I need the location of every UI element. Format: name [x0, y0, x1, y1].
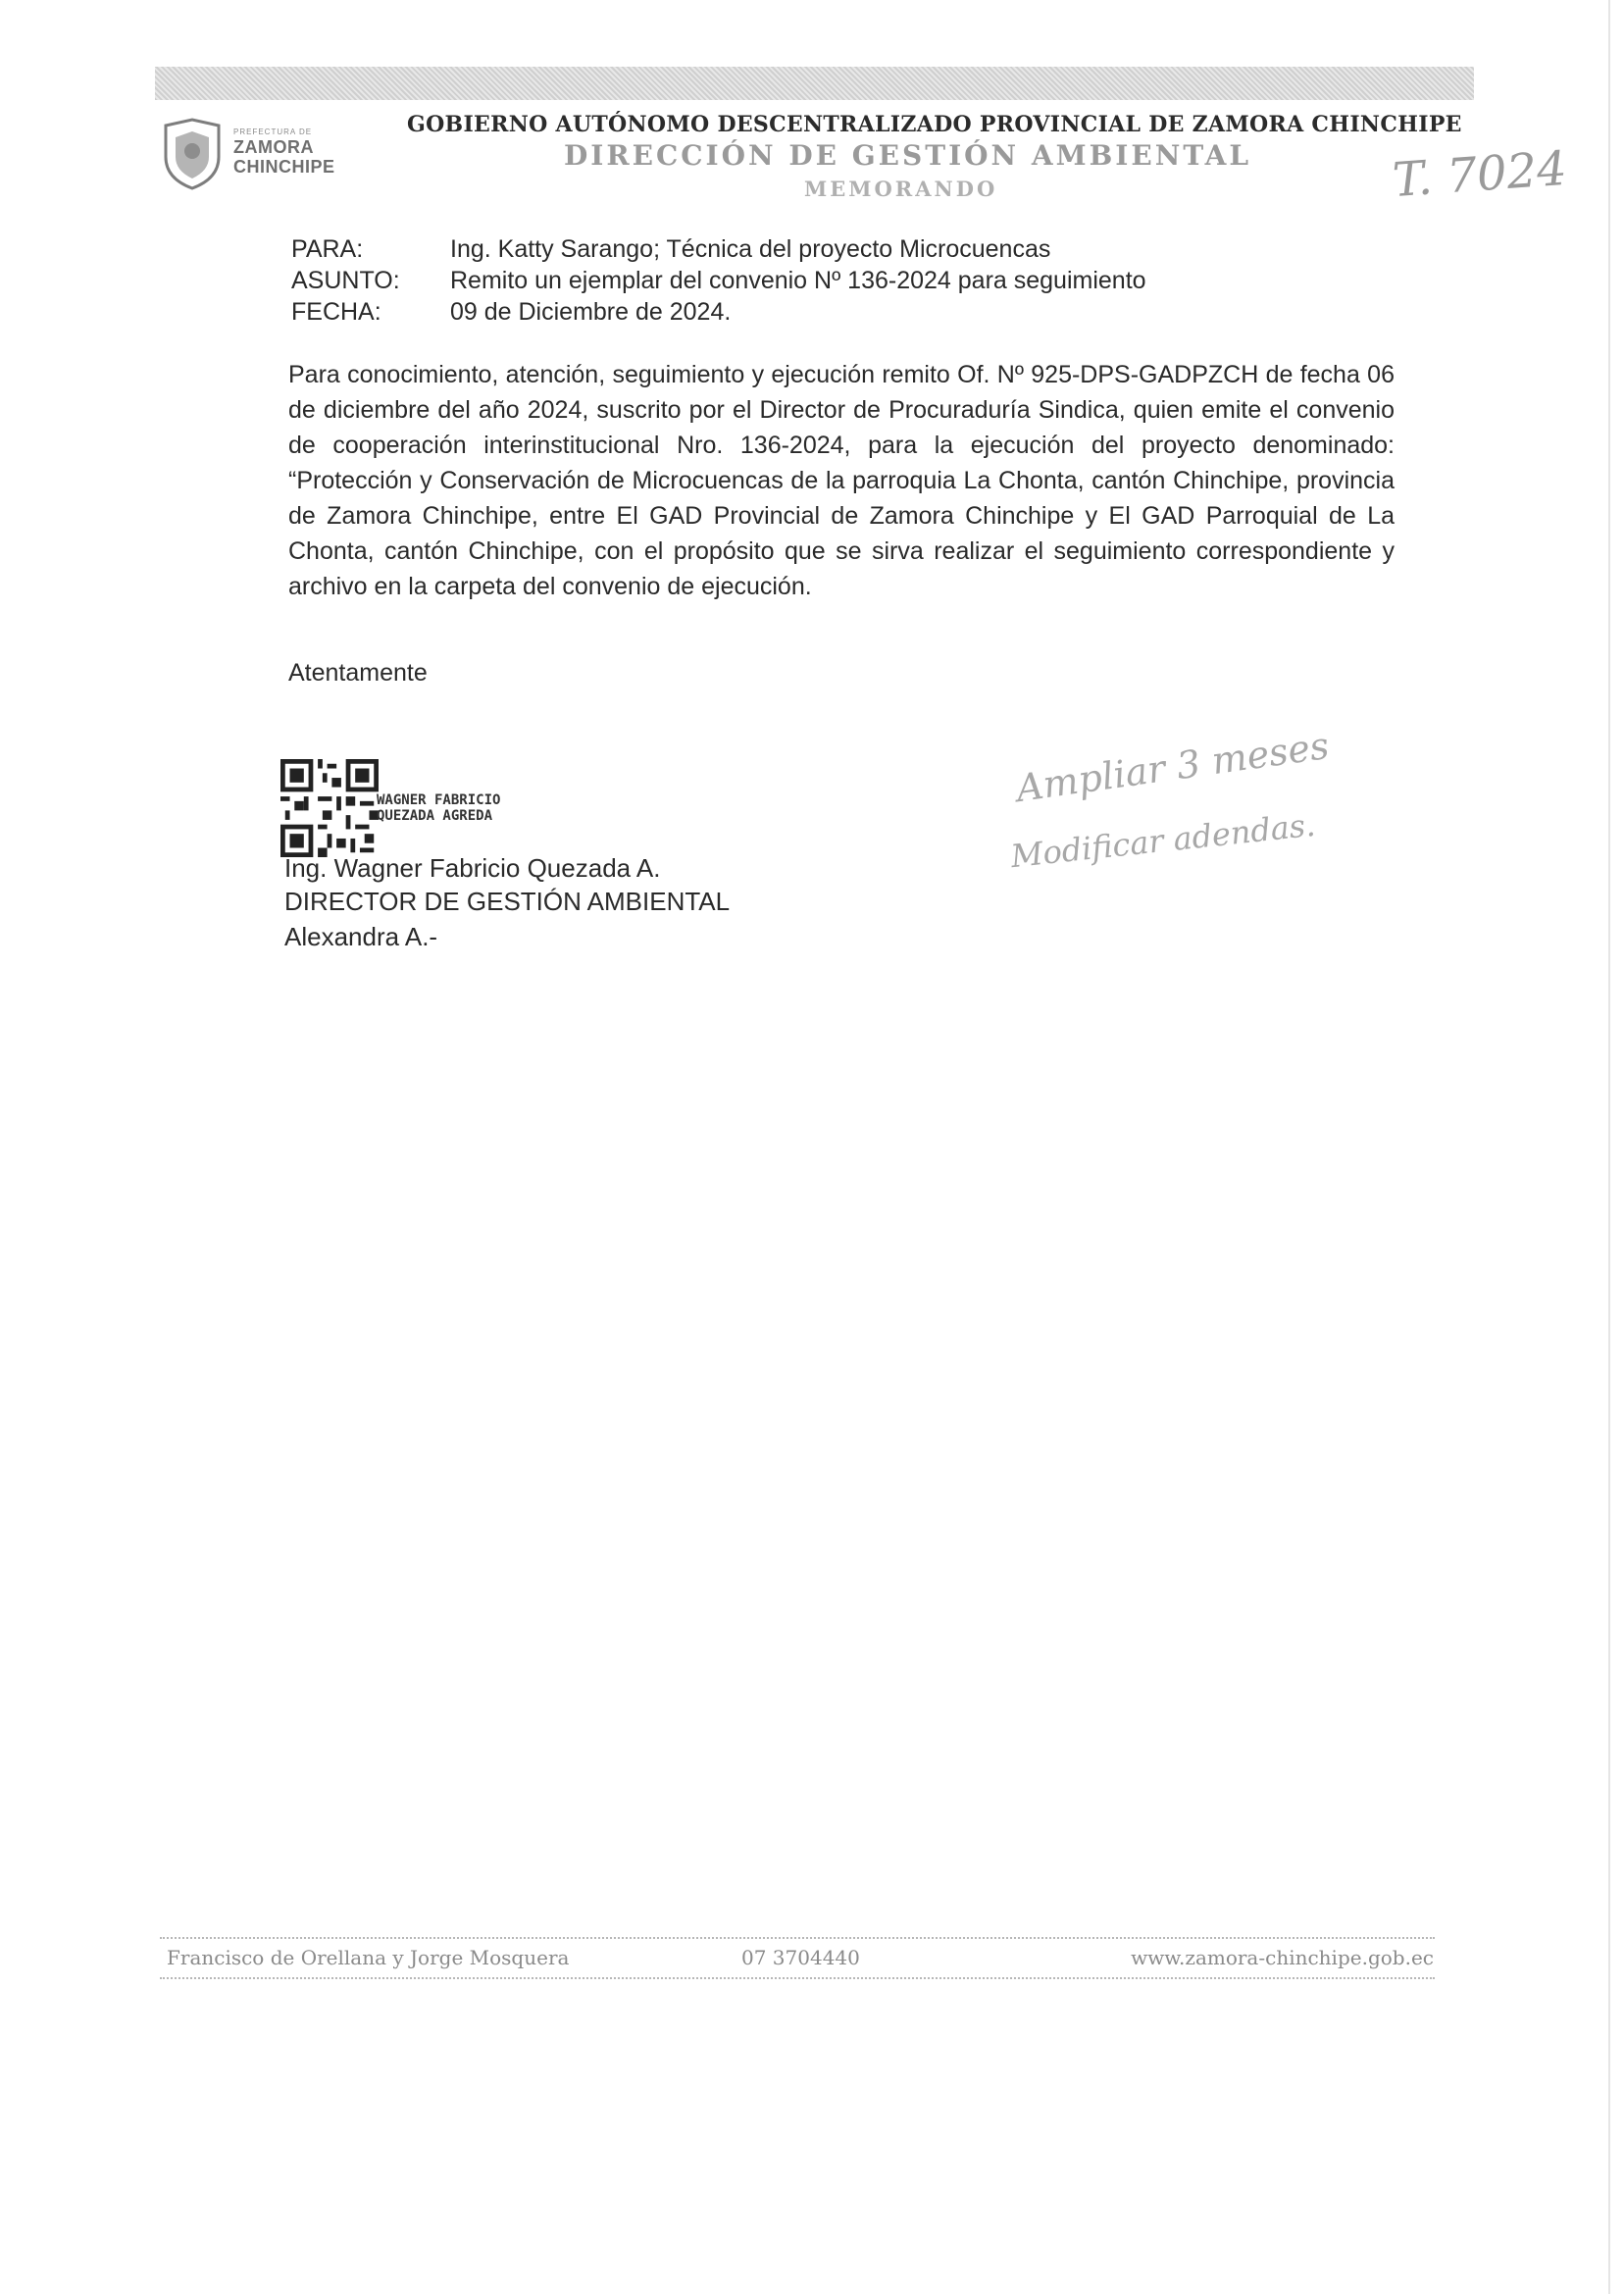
document-type: MEMORANDO — [804, 177, 998, 201]
handwritten-reference: T. 7024 — [1391, 140, 1569, 209]
header-band — [155, 67, 1474, 100]
closing: Atentamente — [288, 659, 428, 687]
footer-website: www.zamora-chinchipe.gob.ec — [1131, 1946, 1434, 1969]
qr-signature-code — [279, 759, 380, 857]
logo-small-text: PREFECTURA DE — [233, 127, 313, 136]
fecha-value: 09 de Diciembre de 2024. — [450, 298, 732, 326]
qr-signer-line1: WAGNER FABRICIO — [377, 792, 501, 808]
fecha-row — [291, 296, 1146, 328]
asunto-row — [291, 265, 1146, 296]
asunto-label: ASUNTO: — [291, 267, 400, 294]
qr-signer-line2: QUEZADA AGREDA — [377, 808, 493, 824]
logo-name-line1: ZAMORA — [233, 137, 314, 157]
asunto-value: Remito un ejemplar del convenio Nº 136-2024 para seguimiento — [450, 267, 1146, 294]
footer-phone: 07 3704440 — [741, 1946, 860, 1969]
qr-signer-name — [377, 792, 500, 824]
memo-header-fields — [291, 233, 1146, 328]
memo-body: Para conocimiento, atención, seguimiento y ejecución remito Of. Nº 925-DPS-GADPZCH de fecha 06 de diciembre del año 2024, suscrito por el Director de Procuraduría Sindica, quien emite el convenio de cooperación interinstitucional Nro. 136-2024, para la ejecución del proyecto denominado: “Protección y Conservación de Microcuencas de la parroquia La Chonta, cantón Chinchipe, provincia de Zamora Chinchipe, entre El GAD Provincial de Zamora Chinchipe y El GAD Parroquial de La Chonta, cantón Chinchipe, con el propósito que se sirva realizar el seguimiento correspondiente y archivo en la carpeta del convenio de ejecución. — [288, 361, 1395, 600]
para-label: PARA: — [291, 235, 364, 263]
fecha-label: FECHA: — [291, 298, 381, 326]
para-row — [291, 233, 1146, 265]
prefecture-logo — [162, 118, 358, 192]
institution-title: GOBIERNO AUTÓNOMO DESCENTRALIZADO PROVINCIAL DE ZAMORA CHINCHIPE — [407, 112, 1462, 137]
shield-icon — [162, 118, 223, 190]
scan-edge — [1608, 0, 1610, 2294]
signer-title: DIRECTOR DE GESTIÓN AMBIENTAL — [284, 887, 731, 916]
signer-initials: Alexandra A.- — [284, 922, 438, 951]
handwritten-note-line2: Modificar adendas. — [1008, 805, 1317, 876]
logo-name — [233, 137, 335, 177]
handwritten-note-line1: Ampliar 3 meses — [1013, 723, 1332, 811]
footer-top-rule — [160, 1937, 1435, 1939]
signer-name: Ing. Wagner Fabricio Quezada A. — [284, 853, 661, 883]
para-value: Ing. Katty Sarango; Técnica del proyecto Microcuencas — [450, 235, 1051, 263]
department-title: DIRECCIÓN DE GESTIÓN AMBIENTAL — [564, 139, 1252, 172]
footer-bottom-rule — [160, 1977, 1435, 1979]
logo-name-line2: CHINCHIPE — [233, 157, 335, 177]
footer-address: Francisco de Orellana y Jorge Mosquera — [167, 1946, 570, 1969]
